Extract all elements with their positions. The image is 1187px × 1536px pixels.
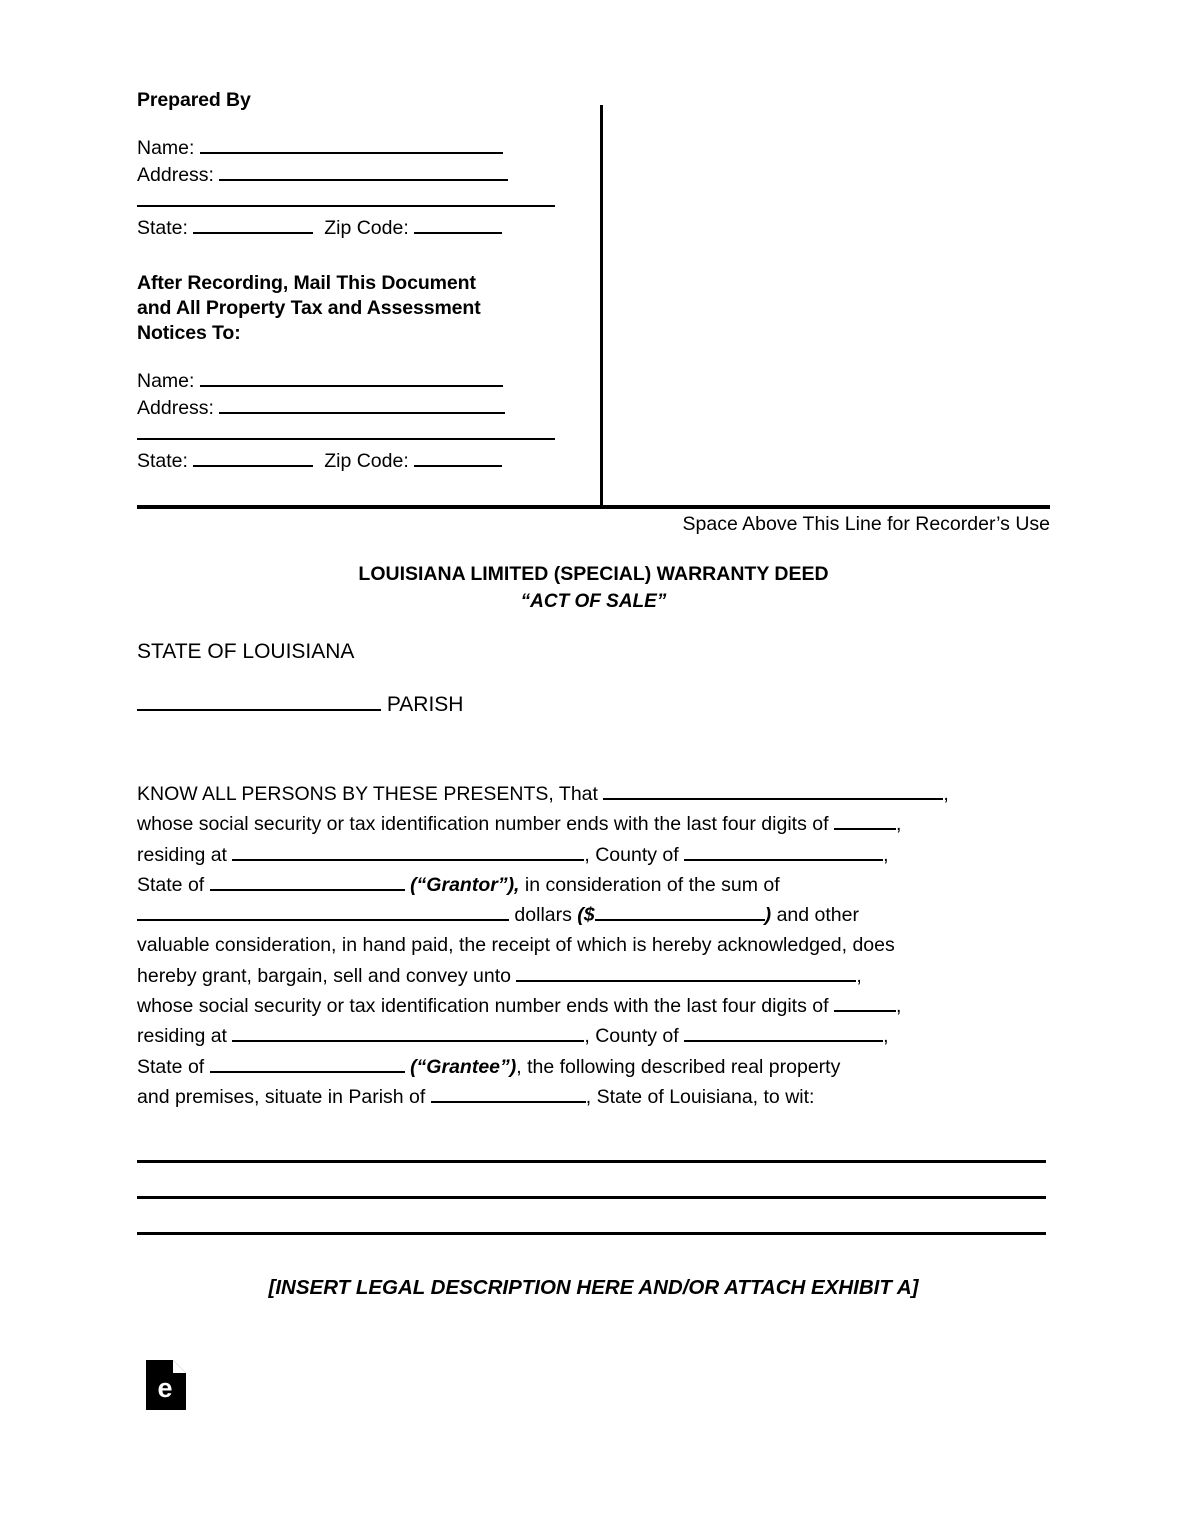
prepared-address-input[interactable] — [219, 162, 508, 181]
property-parish-input[interactable] — [431, 1084, 586, 1103]
grantor-county-input[interactable] — [684, 842, 883, 861]
body-line-2 — [137, 809, 1052, 839]
mail-to-heading-line-2: and All Property Tax and Assessment — [137, 297, 481, 319]
legal-description-caption: [INSERT LEGAL DESCRIPTION HERE AND/OR ATTACH EXHIBIT A] — [268, 1276, 919, 1299]
prepared-name-input[interactable] — [200, 135, 503, 154]
grantee-residence-input[interactable] — [232, 1023, 584, 1042]
body-line-9-tail: , — [883, 1025, 889, 1048]
mail-to-heading-line-1: After Recording, Mail This Document — [137, 272, 476, 294]
grantee-county-input[interactable] — [684, 1023, 883, 1042]
dollar-close-paren: ) — [764, 904, 772, 927]
prepared-address-row-2 — [137, 188, 562, 215]
recorder-block — [137, 88, 1050, 508]
grantor-name-input[interactable] — [603, 781, 943, 800]
prepared-address-row — [137, 162, 562, 189]
consideration-words-input[interactable] — [137, 902, 509, 921]
prepared-by-heading: Prepared By — [137, 89, 251, 111]
body-line-11 — [137, 1082, 1052, 1112]
document-title: LOUISIANA LIMITED (SPECIAL) WARRANTY DEED — [358, 563, 829, 585]
legal-description-line-1[interactable] — [137, 1160, 1046, 1163]
prepared-name-row — [137, 135, 562, 162]
prepared-zip-label: Zip Code: — [324, 216, 409, 239]
body-line-1-text: KNOW ALL PERSONS BY THESE PRESENTS, That — [137, 783, 598, 805]
prepared-zip-input[interactable] — [414, 215, 502, 234]
grantee-term: (“Grantee”) — [410, 1055, 517, 1078]
parish-line — [137, 691, 463, 718]
body-line-3-mid: , County of — [584, 843, 679, 866]
document-subtitle: “ACT OF SALE” — [520, 591, 667, 612]
mail-name-input[interactable] — [200, 368, 503, 387]
state-of-louisiana-line: STATE OF LOUISIANA — [137, 640, 355, 663]
body-line-9-mid: , County of — [584, 1025, 679, 1048]
legal-description-line-3[interactable] — [137, 1232, 1046, 1235]
prepared-state-zip-row — [137, 215, 562, 242]
recorder-use-caption: Space Above This Line for Recorder’s Use — [682, 513, 1050, 535]
deed-body — [137, 779, 1052, 1112]
mail-name-label: Name: — [137, 370, 195, 392]
grantor-residence-input[interactable] — [232, 842, 584, 861]
mail-state-input[interactable] — [193, 448, 313, 467]
eforms-logo-letter: e — [157, 1373, 173, 1403]
body-line-10-tail: , the following described real property — [516, 1055, 841, 1078]
dollars-label: dollars — [514, 904, 572, 927]
body-line-7-text: hereby grant, bargain, sell and convey unto — [137, 964, 511, 987]
prepared-by-column — [137, 88, 562, 474]
body-line-8 — [137, 991, 1052, 1021]
body-line-4 — [137, 870, 1052, 900]
body-line-9 — [137, 1021, 1052, 1051]
prepared-address-label: Address: — [137, 163, 214, 186]
legal-description-lines — [137, 1160, 1046, 1268]
body-line-10 — [137, 1052, 1052, 1082]
grantor-state-input[interactable] — [210, 872, 405, 891]
body-line-10-text: State of — [137, 1055, 205, 1078]
parish-input[interactable] — [137, 692, 381, 711]
body-line-9-text: residing at — [137, 1025, 227, 1048]
mail-zip-label: Zip Code: — [324, 449, 409, 472]
mail-address-input-2[interactable] — [137, 421, 555, 440]
body-line-5 — [137, 900, 1052, 930]
grantor-term: (“Grantor”), — [410, 873, 520, 896]
body-line-11-text: and premises, situate in Parish of — [137, 1085, 426, 1108]
body-line-2-text: whose social security or tax identification number ends with the last four digits of — [137, 813, 829, 836]
eforms-logo — [146, 1360, 186, 1410]
consideration-amount-input[interactable] — [595, 902, 765, 921]
mail-zip-input[interactable] — [414, 448, 502, 467]
prepared-address-input-2[interactable] — [137, 188, 555, 207]
body-line-8-tail: , — [895, 995, 902, 1018]
mail-address-row — [137, 395, 562, 422]
grantee-name-input[interactable] — [516, 963, 856, 982]
recorder-horizontal-rule — [137, 505, 1050, 509]
grantee-state-input[interactable] — [210, 1054, 405, 1073]
mail-name-row — [137, 368, 562, 395]
body-line-2-tail: , — [895, 813, 902, 836]
mail-to-heading-line-3: Notices To: — [137, 322, 241, 344]
body-line-11-tail: , State of Louisiana, to wit: — [585, 1085, 815, 1108]
mail-address-label: Address: — [137, 396, 214, 419]
body-line-3-tail: , — [883, 843, 889, 866]
body-line-7 — [137, 961, 1052, 991]
parish-label: PARISH — [386, 693, 464, 716]
body-line-8-text: whose social security or tax identification number ends with the last four digits of — [137, 995, 829, 1018]
dollar-open-paren: ($ — [577, 904, 595, 927]
body-line-6: valuable consideration, in hand paid, the receipt of which is hereby acknowledged, does — [137, 934, 895, 957]
grantor-ssn-input[interactable] — [834, 811, 896, 830]
mail-address-input[interactable] — [219, 395, 505, 414]
mail-state-zip-row — [137, 448, 562, 475]
body-line-1-tail: , — [943, 783, 949, 805]
body-line-3 — [137, 840, 1052, 870]
body-line-4-tail: in consideration of the sum of — [524, 873, 780, 896]
body-line-4-text: State of — [137, 873, 205, 896]
body-line-5-tail: and other — [776, 904, 859, 927]
legal-description-line-2[interactable] — [137, 1196, 1046, 1199]
body-line-1 — [137, 779, 1052, 809]
prepared-state-label: State: — [137, 216, 188, 239]
body-line-3-text: residing at — [137, 843, 227, 866]
document-page-icon — [146, 1360, 186, 1410]
prepared-name-label: Name: — [137, 137, 195, 159]
body-line-7-tail: , — [856, 964, 862, 987]
vertical-divider — [600, 105, 603, 508]
grantee-ssn-input[interactable] — [834, 993, 896, 1012]
mail-state-label: State: — [137, 449, 188, 472]
mail-address-row-2 — [137, 421, 562, 448]
prepared-state-input[interactable] — [193, 215, 313, 234]
